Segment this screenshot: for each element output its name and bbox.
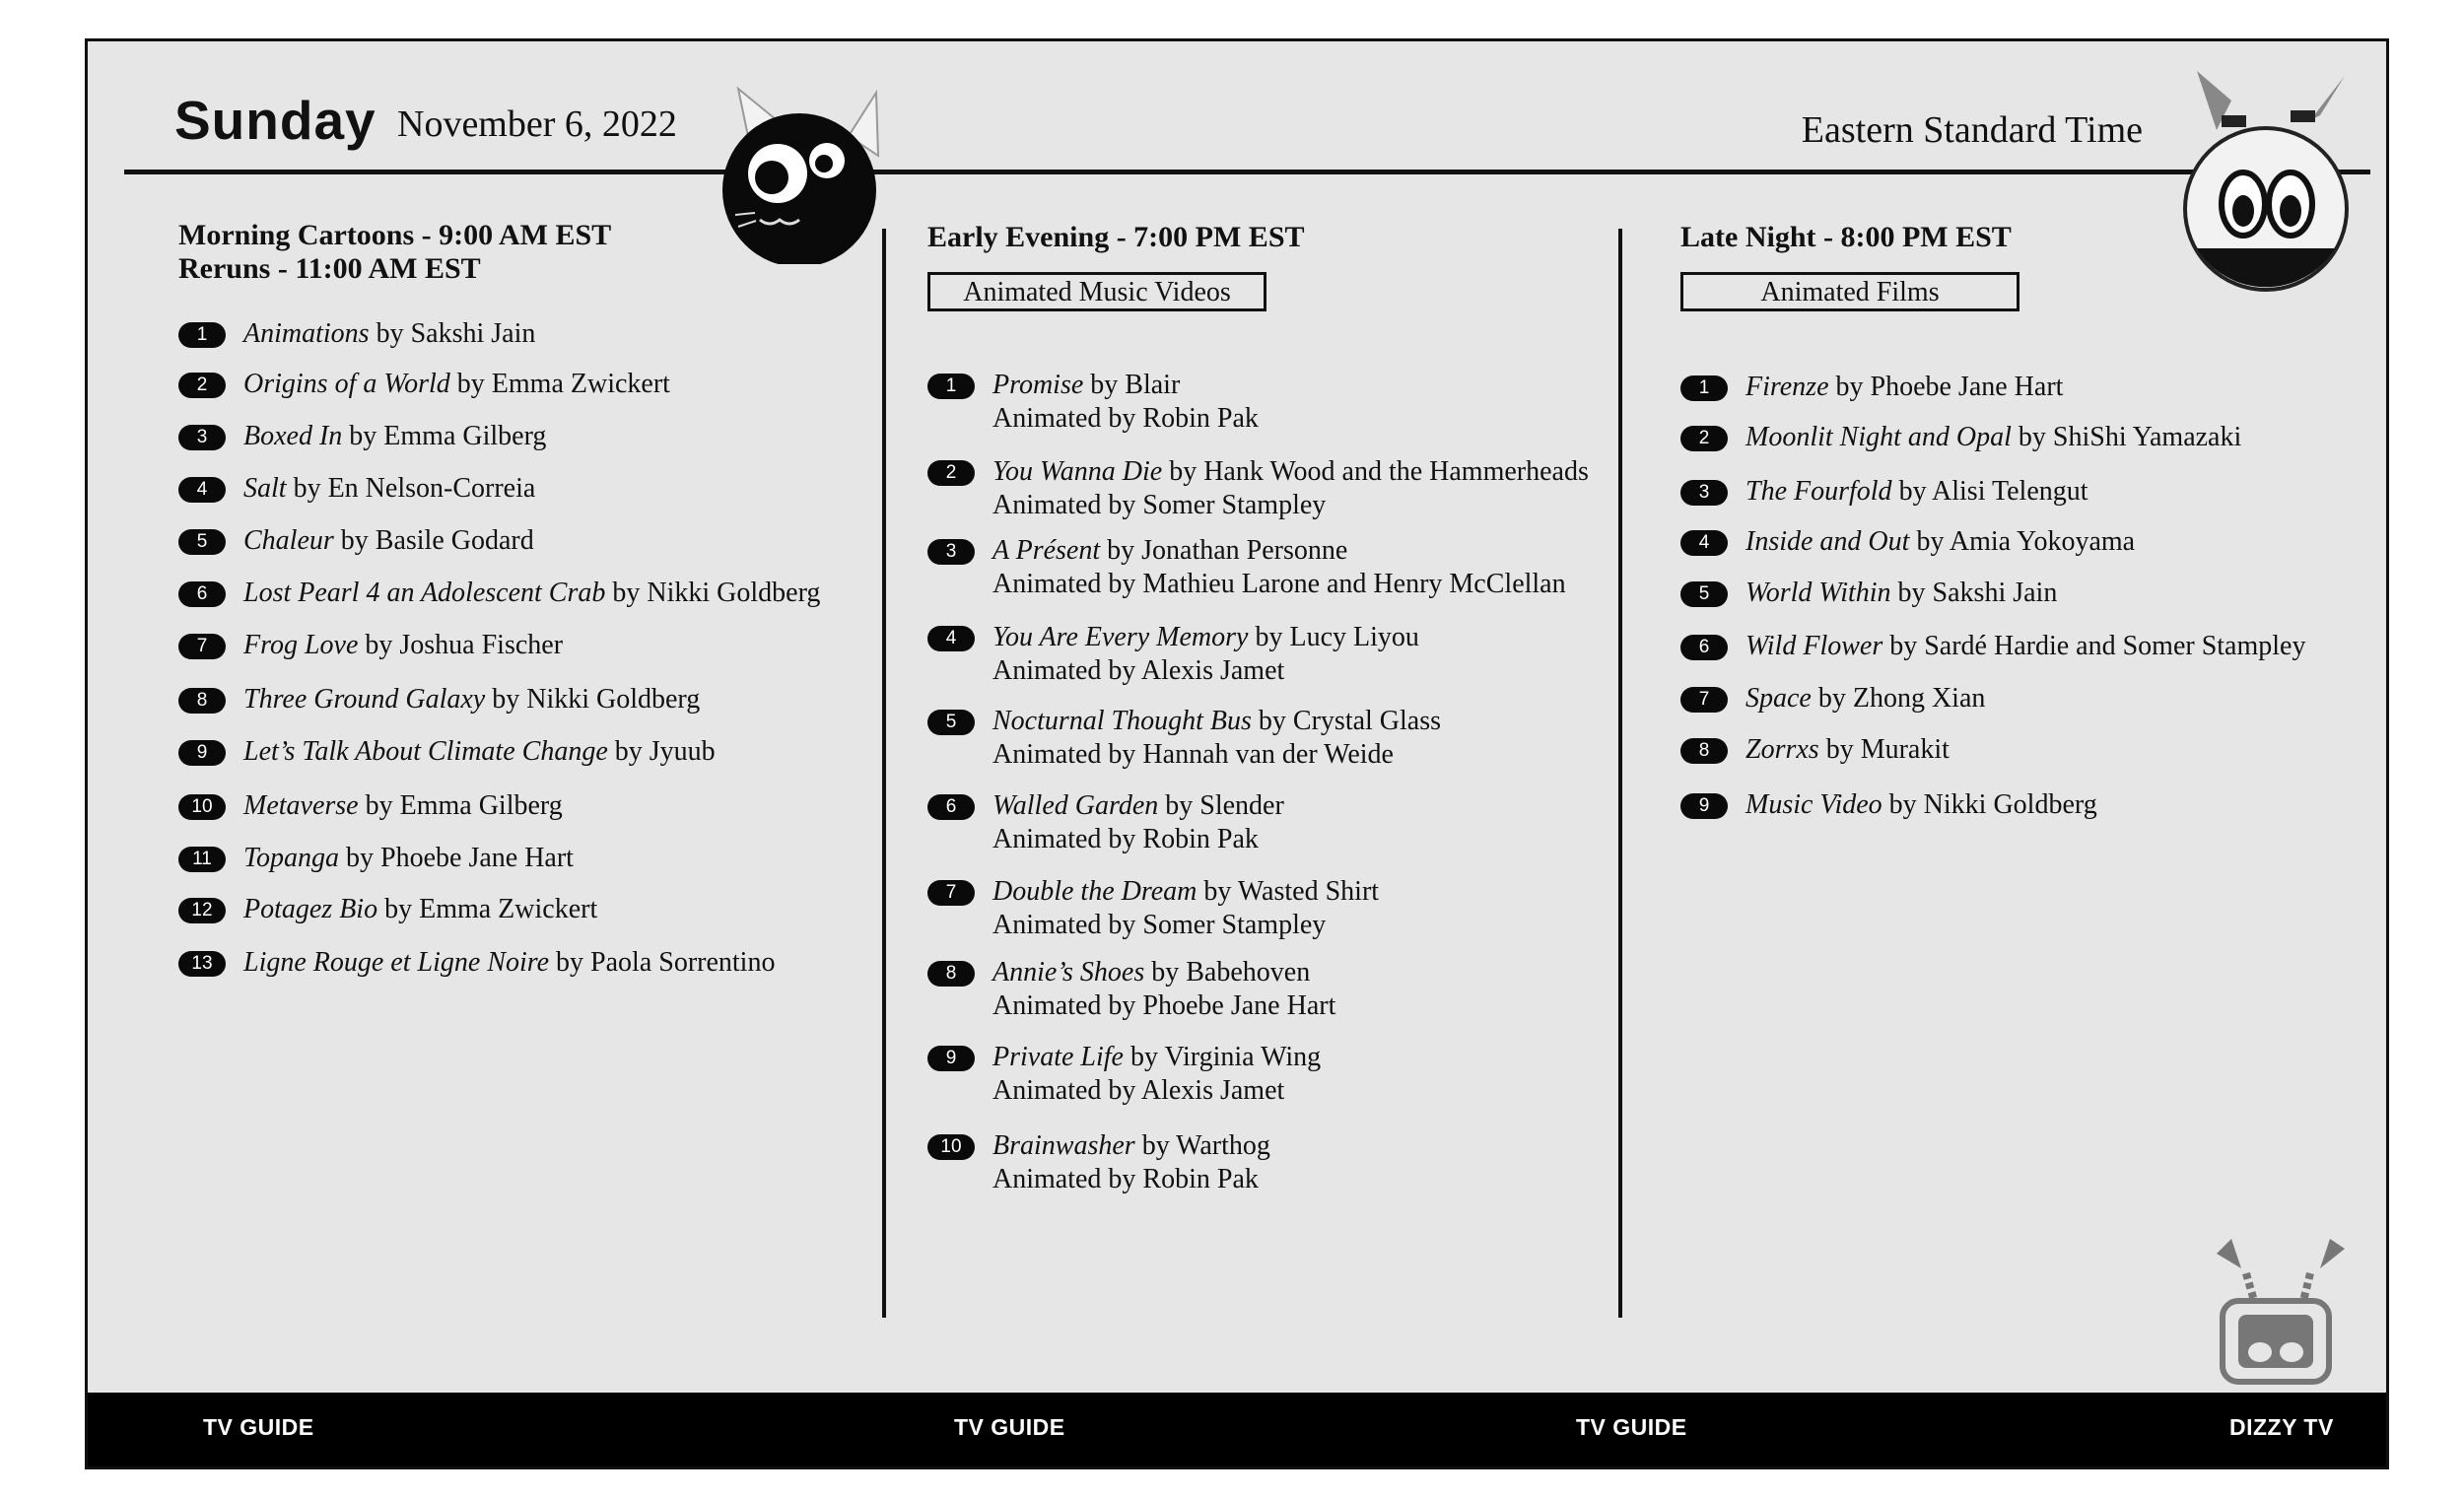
number-badge: 1 — [927, 374, 975, 399]
number-badge: 8 — [927, 961, 975, 987]
show-title: Annie’s Shoes — [992, 957, 1145, 988]
show-credit: by Emma Zwickert — [449, 369, 670, 399]
number-badge: 7 — [927, 880, 975, 906]
show-credit: by Alisi Telengut — [1891, 476, 2088, 507]
category-box: Animated Music Videos — [927, 272, 1266, 311]
show-title: Ligne Rouge et Ligne Noire — [243, 947, 550, 978]
show-title: Boxed In — [243, 421, 343, 451]
number-badge: 11 — [178, 847, 226, 872]
timezone-label: Eastern Standard Time — [1801, 109, 2143, 151]
date-label: November 6, 2022 — [397, 103, 677, 145]
number-badge: 7 — [1680, 687, 1728, 713]
show-credit: by Nikki Goldberg — [485, 684, 701, 715]
show-title: Promise — [992, 370, 1084, 400]
number-badge: 4 — [178, 477, 226, 503]
show-title: A Présent — [992, 535, 1101, 566]
show-credit: by Phoebe Jane Hart — [1828, 372, 2064, 402]
footer-bar — [88, 1393, 2386, 1466]
column-divider — [1618, 229, 1622, 1318]
show-credit: by Warthog — [1134, 1130, 1270, 1161]
show-credit: by Sakshi Jain — [369, 318, 536, 349]
show-credit: by Slender — [1158, 790, 1284, 821]
show-credit: by Lucy Liyou — [1248, 622, 1419, 652]
show-title: Double the Dream — [992, 876, 1198, 907]
number-badge: 9 — [927, 1046, 975, 1071]
animator-credit: Animated by Robin Pak — [992, 824, 1259, 854]
show-title: Topanga — [243, 843, 340, 873]
show-title: Potagez Bio — [243, 894, 378, 924]
show-credit: by Phoebe Jane Hart — [339, 843, 574, 873]
morning-heading: Morning Cartoons - 9:00 AM EST — [178, 219, 612, 251]
animator-credit: Animated by Hannah van der Weide — [992, 739, 1394, 770]
show-credit: by Blair — [1083, 370, 1181, 400]
show-credit: by Joshua Fischer — [358, 630, 564, 660]
show-title: The Fourfold — [1745, 476, 1892, 507]
animator-credit: Animated by Somer Stampley — [992, 490, 1327, 520]
show-credit: by Paola Sorrentino — [549, 947, 776, 978]
show-credit: by Nikki Goldberg — [1882, 789, 2097, 820]
number-badge: 9 — [1680, 793, 1728, 819]
evening-column — [927, 221, 1617, 1194]
number-badge: 1 — [178, 322, 226, 348]
footer-label: TV GUIDE — [203, 1414, 314, 1440]
number-badge: 9 — [178, 740, 226, 766]
animator-credit: Animated by Mathieu Larone and Henry McClellan — [992, 569, 1566, 599]
show-title: Frog Love — [243, 630, 359, 660]
show-title: Private Life — [992, 1042, 1124, 1072]
number-badge: 10 — [178, 794, 226, 820]
number-badge: 4 — [1680, 530, 1728, 556]
number-badge: 5 — [1680, 581, 1728, 607]
show-credit: by ShiShi Yamazaki — [2011, 422, 2242, 452]
number-badge: 8 — [178, 688, 226, 714]
category-box: Animated Films — [1680, 272, 2019, 311]
show-title: Music Video — [1745, 789, 1882, 820]
show-title: Nocturnal Thought Bus — [992, 706, 1252, 736]
number-badge: 6 — [1680, 635, 1728, 660]
number-badge: 13 — [178, 951, 226, 977]
column-divider — [882, 229, 886, 1318]
number-badge: 5 — [927, 710, 975, 735]
show-title: Lost Pearl 4 an Adolescent Crab — [243, 578, 606, 608]
animator-credit: Animated by Somer Stampley — [992, 910, 1327, 940]
show-title: Chaleur — [243, 525, 334, 556]
show-credit: by En Nelson-Correia — [286, 473, 536, 504]
number-badge: 6 — [927, 794, 975, 820]
number-badge: 2 — [178, 373, 226, 398]
number-badge: 8 — [1680, 738, 1728, 764]
animator-credit: Animated by Alexis Jamet — [992, 655, 1285, 686]
show-credit: by Murakit — [1818, 734, 1950, 765]
footer-label: TV GUIDE — [1576, 1414, 1687, 1440]
number-badge: 1 — [1680, 375, 1728, 401]
show-title: Wild Flower — [1745, 631, 1883, 661]
header-rule — [124, 170, 2370, 174]
animator-credit: Animated by Robin Pak — [992, 403, 1259, 434]
show-credit: by Amia Yokoyama — [1909, 526, 2136, 557]
show-title: Space — [1745, 683, 1812, 714]
show-credit: by Emma Zwickert — [377, 894, 598, 924]
show-credit: by Zhong Xian — [1811, 683, 1986, 714]
evening-heading: Early Evening - 7:00 PM EST — [927, 221, 1305, 253]
number-badge: 7 — [178, 634, 226, 659]
show-title: Moonlit Night and Opal — [1745, 422, 2012, 452]
show-title: Three Ground Galaxy — [243, 684, 486, 715]
show-title: Walled Garden — [992, 790, 1159, 821]
number-badge: 6 — [178, 581, 226, 607]
show-title: Firenze — [1745, 372, 1829, 402]
animator-credit: Animated by Robin Pak — [992, 1164, 1259, 1194]
show-title: Brainwasher — [992, 1130, 1135, 1161]
show-title: Inside and Out — [1745, 526, 1910, 557]
number-badge: 3 — [927, 539, 975, 565]
late-night-column — [1680, 221, 2370, 820]
number-badge: 10 — [927, 1134, 975, 1160]
dizzy-mascot-icon — [2162, 61, 2369, 307]
footer-brand: DIZZY TV — [2229, 1414, 2334, 1440]
tv-guide-page — [85, 38, 2389, 1469]
show-credit: by Hank Wood and the Hammerheads — [1162, 456, 1589, 487]
show-title: Origins of a World — [243, 369, 450, 399]
show-title: You Are Every Memory — [992, 622, 1249, 652]
show-credit: by Sakshi Jain — [1890, 578, 2058, 608]
show-title: You Wanna Die — [992, 456, 1163, 487]
show-title: Let’s Talk About Climate Change — [243, 736, 608, 767]
number-badge: 12 — [178, 898, 226, 923]
number-badge: 2 — [927, 460, 975, 486]
show-title: World Within — [1745, 578, 1891, 608]
day-title: Sunday — [174, 90, 376, 151]
show-credit: by Nikki Goldberg — [605, 578, 821, 608]
number-badge: 3 — [178, 425, 226, 450]
show-credit: by Basile Godard — [333, 525, 534, 556]
number-badge: 2 — [1680, 426, 1728, 451]
animator-credit: Animated by Alexis Jamet — [992, 1075, 1285, 1106]
morning-column — [178, 219, 849, 978]
late-night-heading: Late Night - 8:00 PM EST — [1680, 221, 2012, 253]
number-badge: 5 — [178, 529, 226, 555]
show-title: Metaverse — [243, 790, 359, 821]
show-credit: by Babehoven — [1144, 957, 1311, 988]
show-credit: by Virginia Wing — [1123, 1042, 1322, 1072]
number-badge: 4 — [927, 626, 975, 651]
show-credit: by Sardé Hardie and Somer Stampley — [1882, 631, 2306, 661]
show-credit: by Wasted Shirt — [1197, 876, 1380, 907]
show-credit: by Emma Gilberg — [342, 421, 547, 451]
show-credit: by Emma Gilberg — [358, 790, 563, 821]
tv-logo-icon — [2207, 1234, 2355, 1392]
show-title: Zorrxs — [1745, 734, 1819, 765]
reruns-heading: Reruns - 11:00 AM EST — [178, 252, 481, 285]
show-title: Animations — [243, 318, 370, 349]
show-credit: by Crystal Glass — [1251, 706, 1442, 736]
show-credit: by Jonathan Personne — [1100, 535, 1348, 566]
show-title: Salt — [243, 473, 287, 504]
show-credit: by Jyuub — [607, 736, 716, 767]
footer-label: TV GUIDE — [954, 1414, 1065, 1440]
number-badge: 3 — [1680, 480, 1728, 506]
animator-credit: Animated by Phoebe Jane Hart — [992, 990, 1336, 1021]
